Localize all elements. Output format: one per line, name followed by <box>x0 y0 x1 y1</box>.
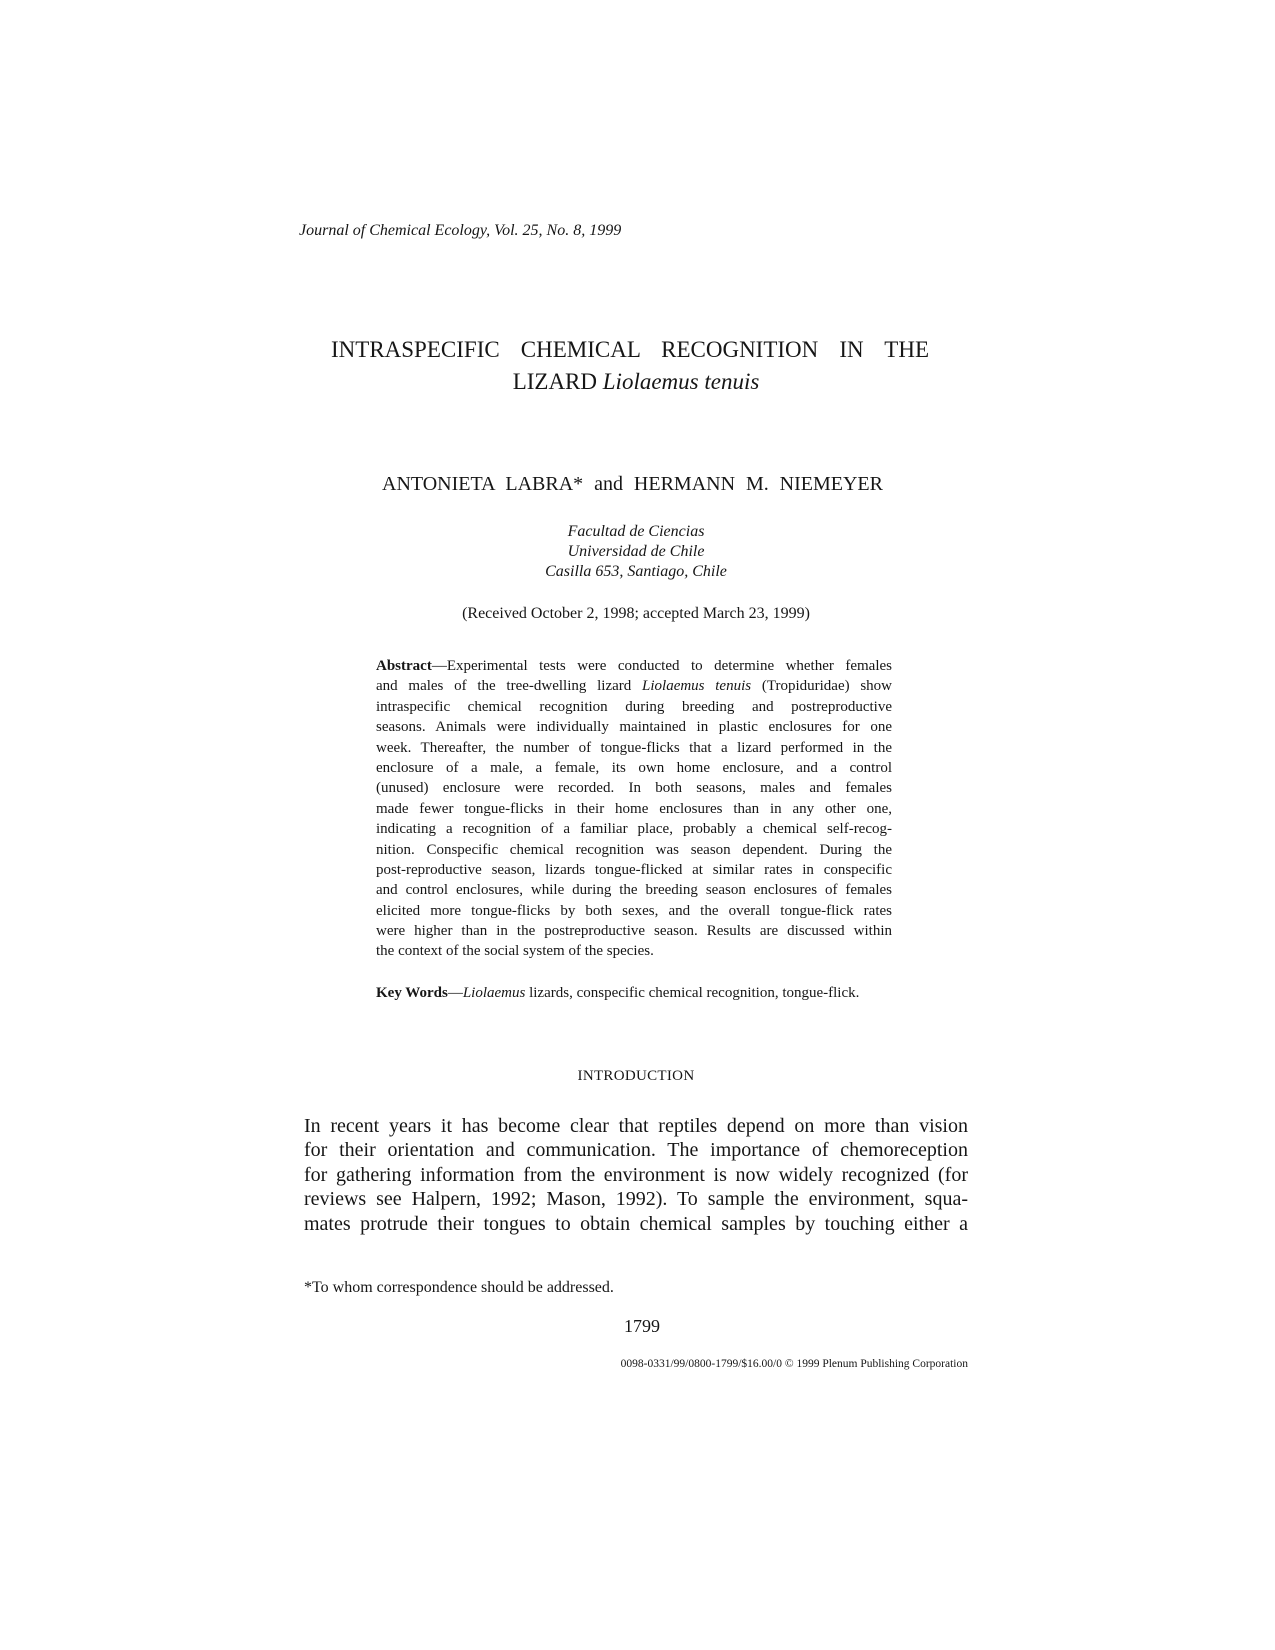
abstract-label: Abstract <box>376 658 432 674</box>
abstract-line: the context of the social system of the species. <box>376 943 654 960</box>
received-dates: (Received October 2, 1998; accepted March 23, 1999) <box>462 605 810 622</box>
introduction-line: for their orientation and communication. The importance of chemoreception <box>304 1139 968 1162</box>
abstract-line: week. Thereafter, the number of tongue-flicks that a lizard performed in the <box>376 739 892 756</box>
abstract-line-text: (Tropiduridae) show <box>751 678 893 695</box>
abstract-line: post-reproductive season, lizards tongue-flicked at similar rates in conspecific <box>376 861 892 878</box>
title-prefix: LIZARD <box>512 369 603 394</box>
abstract-line: seasons. Animals were individually maintained in plastic enclosures for one <box>376 719 892 736</box>
abstract <box>376 656 892 962</box>
title-species: Liolaemus tenuis <box>602 369 760 394</box>
footnote: *To whom correspondence should be addressed. <box>304 1279 614 1296</box>
affiliation-line: Facultad de Ciencias <box>567 523 705 540</box>
abstract-line: enclosure of a male, a female, its own home enclosure, and a control <box>376 759 892 776</box>
introduction-line: In recent years it has become clear that reptiles depend on more than vision <box>304 1115 968 1137</box>
key-words-dash: — <box>447 985 463 1001</box>
abstract-line: nition. Conspecific chemical recognition was season dependent. During the <box>376 841 892 858</box>
journal-header: Journal of Chemical Ecology, Vol. 25, No. 8, 1999 <box>299 222 622 239</box>
copyright-line: 0098-0331/99/0800-1799/$16.00/0 © 1999 Plenum Publishing Corporation <box>620 1358 968 1370</box>
abstract-line: intraspecific chemical recognition during breeding and postreproductive <box>376 698 892 715</box>
affiliation-line: Universidad de Chile <box>567 543 705 560</box>
introduction-paragraph <box>304 1114 968 1236</box>
key-words-list: lizards, conspecific chemical recognition, tongue-flick. <box>525 985 860 1001</box>
abstract-line-text: —Experimental tests were conducted to determine whether females <box>431 658 892 674</box>
section-heading: INTRODUCTION <box>577 1068 695 1084</box>
abstract-line <box>376 676 892 696</box>
abstract-line: were higher than in the postreproductive season. Results are discussed within <box>376 923 892 940</box>
abstract-line: (unused) enclosure were recorded. In both seasons, males and females <box>376 780 892 797</box>
abstract-species: Liolaemus tenuis <box>642 678 752 695</box>
abstract-line-text: and males of the tree-dwelling lizard <box>376 678 643 695</box>
page-number: 1799 <box>624 1316 660 1336</box>
affiliation-line: Casilla 653, Santiago, Chile <box>545 563 727 580</box>
key-words-genus: Liolaemus <box>462 985 526 1001</box>
introduction-line: reviews see Halpern, 1992; Mason, 1992). To sample the environment, squa- <box>304 1188 968 1211</box>
abstract-line: elicited more tongue-flicks by both sexes, and the overall tongue-flick rates <box>376 902 892 919</box>
key-words <box>376 983 859 1003</box>
introduction-line: for gathering information from the environment is now widely recognized (for <box>304 1163 968 1186</box>
introduction-line: mates protrude their tongues to obtain chemical samples by touching either a <box>304 1212 968 1235</box>
abstract-line: made fewer tongue-flicks in their home enclosures than in any other one, <box>376 800 892 817</box>
title-line-2 <box>304 368 968 396</box>
title-line-1: INTRASPECIFIC CHEMICAL RECOGNITION IN THE <box>331 337 929 362</box>
authors: ANTONIETA LABRA* and HERMANN M. NIEMEYER <box>382 473 883 495</box>
abstract-line <box>376 656 892 676</box>
key-words-label: Key Words <box>376 985 448 1001</box>
abstract-line: and control enclosures, while during the breeding season enclosures of females <box>376 882 892 899</box>
abstract-line: indicating a recognition of a familiar place, probably a chemical self-recog- <box>376 821 892 838</box>
